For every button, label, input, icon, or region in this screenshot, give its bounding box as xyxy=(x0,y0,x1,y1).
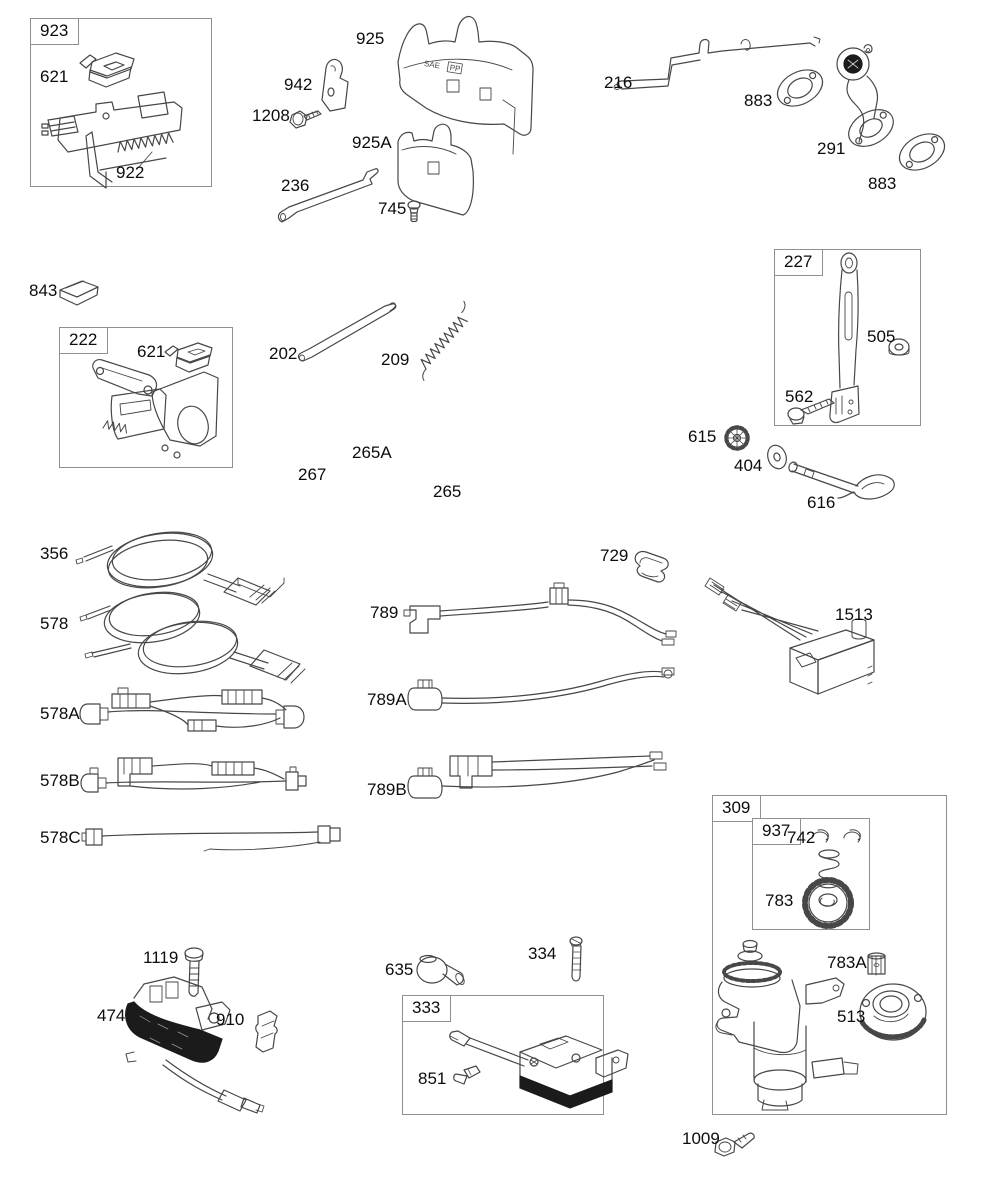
part-label-783: 783 xyxy=(765,891,794,910)
part-label-925A: 925A xyxy=(352,133,392,152)
group-box-309-label-text: 309 xyxy=(722,798,751,817)
part-label-1208: 1208 xyxy=(252,106,290,125)
part-label-843: 843 xyxy=(29,281,58,300)
part-label-783A: 783A xyxy=(827,953,867,972)
group-box-222-label-text: 222 xyxy=(69,330,98,349)
part-label-883b: 883 xyxy=(868,174,897,193)
part-label-729: 729 xyxy=(600,546,629,565)
part-label-789B: 789B xyxy=(367,780,407,799)
part-label-616: 616 xyxy=(807,493,836,512)
part-label-942: 942 xyxy=(284,75,313,94)
part-label-1119: 1119 xyxy=(143,948,179,967)
group-box-923-label-text: 923 xyxy=(40,21,69,40)
part-label-265A: 265A xyxy=(352,443,392,462)
part-label-621b: 621 xyxy=(137,342,166,361)
part-label-615: 615 xyxy=(688,427,717,446)
part-label-1009: 1009 xyxy=(682,1129,720,1148)
group-box-937-label-text: 937 xyxy=(762,821,791,840)
part-label-578C: 578C xyxy=(40,828,81,847)
part-label-202: 202 xyxy=(269,344,298,363)
part-label-883a: 883 xyxy=(744,91,773,110)
part-label-851: 851 xyxy=(418,1069,447,1088)
part-label-922: 922 xyxy=(116,163,145,182)
group-box-333-label-text: 333 xyxy=(412,998,441,1017)
part-label-267: 267 xyxy=(298,465,327,484)
part-label-789: 789 xyxy=(370,603,399,622)
part-label-513: 513 xyxy=(837,1007,866,1026)
pp-marking-text: PP xyxy=(449,63,462,74)
part-label-209: 209 xyxy=(381,350,410,369)
part-label-1513: 1513 xyxy=(835,605,873,624)
part-label-356: 356 xyxy=(40,544,69,563)
part-label-474: 474 xyxy=(97,1006,126,1025)
part-label-621a: 621 xyxy=(40,67,69,86)
part-label-578B: 578B xyxy=(40,771,80,790)
part-label-236: 236 xyxy=(281,176,310,195)
sae-marking-text: SAE xyxy=(423,59,441,71)
part-label-742: 742 xyxy=(787,828,816,847)
part-label-404: 404 xyxy=(734,456,763,475)
part-label-334: 334 xyxy=(528,944,557,963)
part-label-745: 745 xyxy=(378,199,407,218)
part-label-635: 635 xyxy=(385,960,414,979)
part-label-505: 505 xyxy=(867,327,896,346)
part-label-910: 910 xyxy=(216,1010,245,1029)
part-label-291: 291 xyxy=(817,139,846,158)
part-label-562: 562 xyxy=(785,387,814,406)
part-label-789A: 789A xyxy=(367,690,407,709)
part-label-265: 265 xyxy=(433,482,462,501)
part-label-578A: 578A xyxy=(40,704,80,723)
part-label-216: 216 xyxy=(604,73,633,92)
part-label-578: 578 xyxy=(40,614,69,633)
group-box-227-label-text: 227 xyxy=(784,252,813,271)
part-label-925: 925 xyxy=(356,29,385,48)
